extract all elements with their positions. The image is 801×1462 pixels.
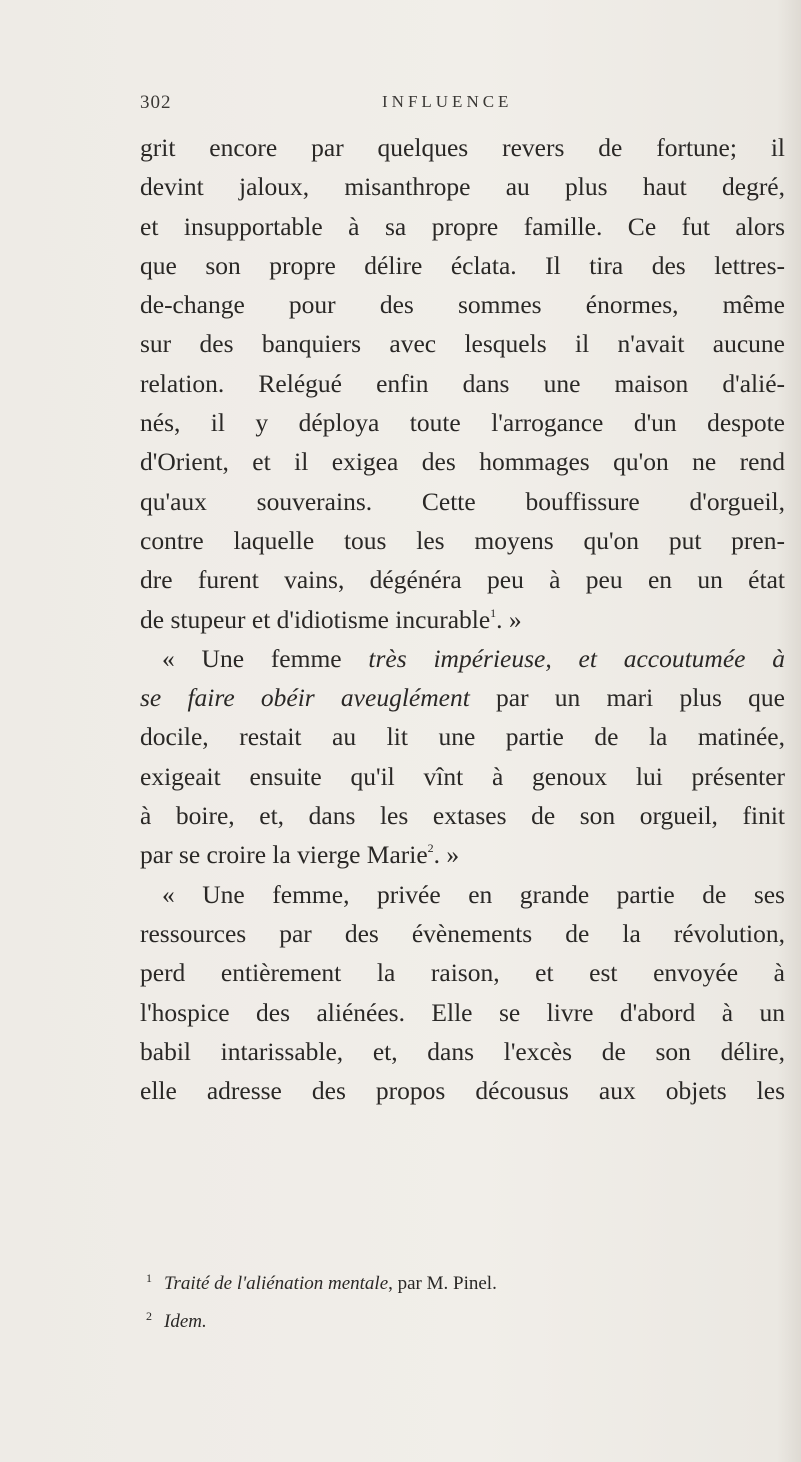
footnote-ref: 2 <box>427 841 434 856</box>
page-number: 302 <box>140 92 172 113</box>
italic-text: très impérieuse, et accoutumée à <box>368 643 786 673</box>
line-text: par se croire la vierge Marie <box>140 840 428 870</box>
line-text: de stupeur et d'idiotisme incurable <box>140 604 491 634</box>
text-line <box>140 600 785 639</box>
text-line: sur des banquiers avec lesquels il n'avait aucune <box>140 329 785 359</box>
text-line: grit encore par quelques revers de fortune; il <box>140 133 785 162</box>
text-line: d'Orient, et il exigea des hommages qu'on ne rend <box>140 447 785 477</box>
footnote-mark: 1 <box>146 1271 152 1285</box>
text-line: de-change pour des sommes énormes, même <box>140 290 785 320</box>
line-text: par un mari plus que <box>469 683 785 713</box>
footnote <box>140 1300 785 1338</box>
text-line <box>140 678 785 717</box>
text-line: « Une femme, privée en grande partie de ses <box>162 879 785 909</box>
text-line <box>140 639 785 678</box>
footnote <box>140 1262 785 1300</box>
text-line: l'hospice des aliénées. Elle se livre d'abord à un <box>140 997 785 1027</box>
footnotes <box>140 1262 785 1338</box>
text-line: et insupportable à sa propre famille. Ce fut alors <box>140 211 785 241</box>
footnote-text: , par M. Pinel. <box>388 1273 497 1294</box>
line-text: . » <box>433 840 460 870</box>
text-line: contre laquelle tous les moyens qu'on put pren- <box>140 525 785 555</box>
text-line: exigeait ensuite qu'il vînt à genoux lui présenter <box>140 761 785 791</box>
text-line: elle adresse des propos décousus aux objets les <box>140 1076 785 1106</box>
line-text: « Une femme <box>162 643 369 673</box>
text-line: qu'aux souverains. Cette bouffissure d'orgueil, <box>140 486 785 516</box>
line-text: . » <box>496 604 522 634</box>
text-line: dre furent vains, dégénéra peu à peu en un état <box>140 565 785 595</box>
body-text <box>140 128 785 1110</box>
footnote-mark: 2 <box>146 1309 152 1323</box>
italic-text: se faire obéir aveuglément <box>140 683 470 713</box>
text-line: perd entièrement la raison, et est envoyée à <box>140 958 785 988</box>
running-head: INFLUENCE <box>382 92 513 111</box>
text-line: nés, il y déploya toute l'arrogance d'un despote <box>140 408 785 438</box>
text-line: ressources par des évènements de la révolution, <box>140 918 785 948</box>
text-line: devint jaloux, misanthrope au plus haut degré, <box>140 172 785 202</box>
footnote-title: Traité de l'aliénation mentale <box>164 1273 389 1294</box>
text-line: babil intarissable, et, dans l'excès de son délire, <box>140 1036 785 1066</box>
page-header <box>140 92 780 122</box>
text-line: que son propre délire éclata. Il tira des lettres- <box>140 250 785 280</box>
text-line: relation. Relégué enfin dans une maison d'alié- <box>140 368 785 398</box>
text-line: à boire, et, dans les extases de son orgueil, finit <box>140 801 785 831</box>
text-line <box>140 835 785 874</box>
footnote-ref: 1 <box>490 605 497 620</box>
footnote-title: Idem. <box>164 1311 207 1332</box>
text-line: docile, restait au lit une partie de la matinée, <box>140 722 785 752</box>
